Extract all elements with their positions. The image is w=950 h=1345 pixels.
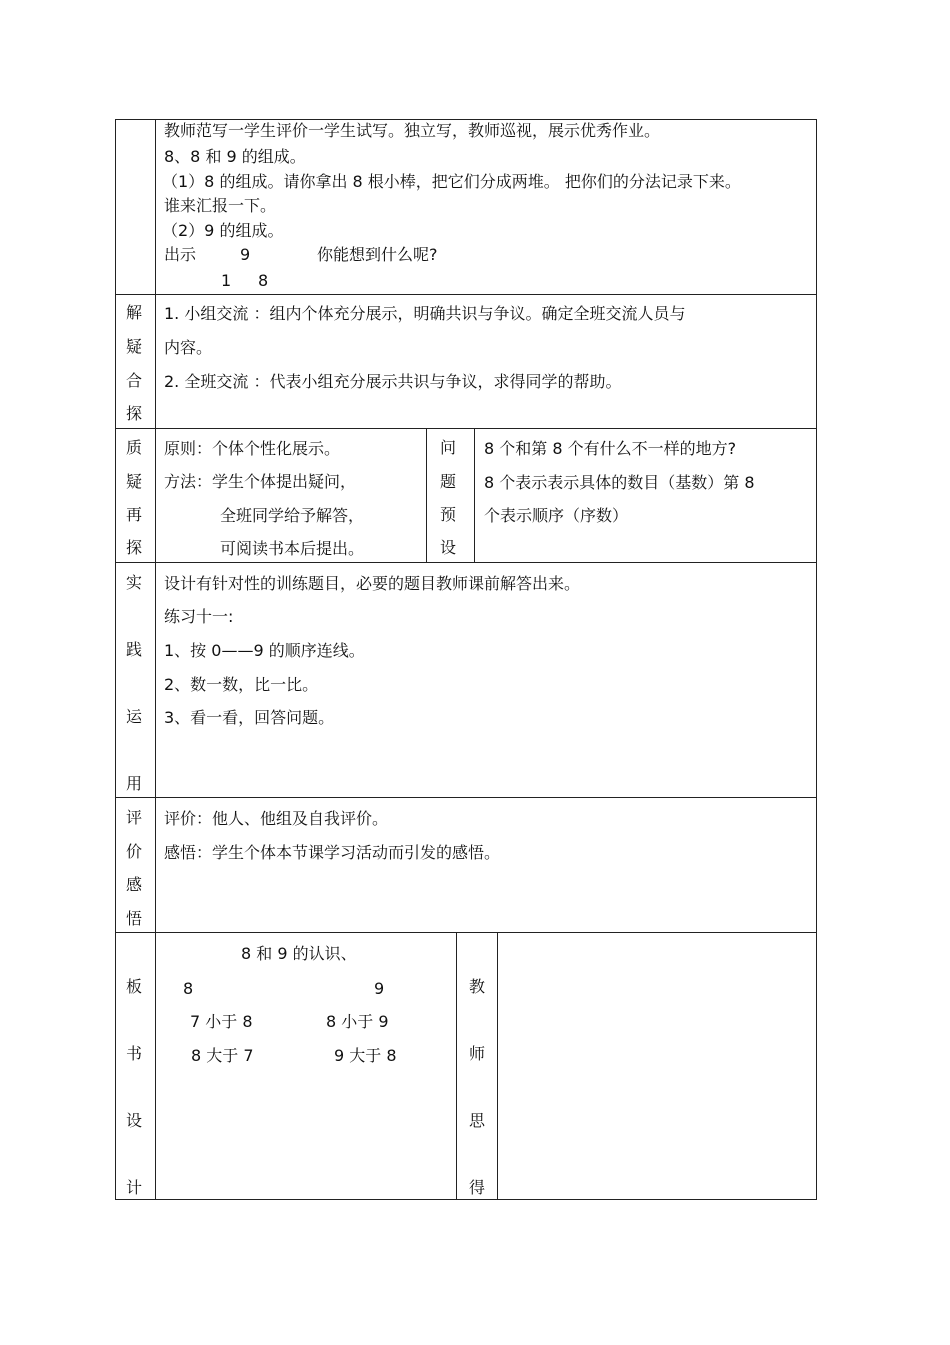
preset-label-char: 问 xyxy=(439,438,456,457)
composition-line: （2）9 的组成。 xyxy=(162,221,284,240)
board-comparison: 8 小于 9 xyxy=(326,1012,389,1031)
show-label: 出示 xyxy=(164,245,197,264)
row-label-char: 再 xyxy=(125,505,142,524)
table-top-border xyxy=(115,119,816,120)
preset-label-char: 预 xyxy=(439,505,456,524)
row-label-char: 价 xyxy=(125,842,142,861)
reflection-label-char: 教 xyxy=(468,977,485,996)
board-comparison: 7 小于 8 xyxy=(190,1012,253,1031)
row-divider xyxy=(115,428,816,429)
method-text: 方法：学生个体提出疑问， xyxy=(164,472,357,491)
split-right: 8 xyxy=(258,271,269,290)
row-label-char: 书 xyxy=(125,1044,142,1063)
explain-line: 2. 全班交流 ：代表小组充分展示共识与争议，求得同学的帮助。 xyxy=(164,372,622,391)
row-label-char: 疑 xyxy=(125,337,142,356)
row-label-char: 感 xyxy=(125,875,142,894)
row-label-char: 设 xyxy=(125,1111,142,1130)
preset-text: 8 个表示表示具体的数目（基数）第 8 xyxy=(484,473,755,492)
evaluate-line: 评价：他人、他组及自我评价。 xyxy=(164,809,389,828)
board-column-divider xyxy=(456,932,457,1199)
explain-line: 1. 小组交流 ：组内个体充分展示，明确共识与争议。确定全班交流人员与 xyxy=(164,304,686,323)
reflection-label-char: 思 xyxy=(468,1111,485,1130)
board-left-number: 8 xyxy=(183,979,194,998)
composition-line: 教师范写一学生评价一学生试写。独立写，教师巡视，展示优秀作业。 xyxy=(164,121,661,140)
practice-line: 练习十一: xyxy=(164,607,234,626)
table-bottom-border xyxy=(115,1199,816,1200)
row-divider xyxy=(115,562,816,563)
show-question: 你能想到什么呢? xyxy=(317,245,438,264)
explain-line: 内容。 xyxy=(164,338,213,357)
row-label-char: 评 xyxy=(125,808,142,827)
composition-line: 8、8 和 9 的组成。 xyxy=(164,147,306,166)
board-title: 8 和 9 的认识、 xyxy=(241,944,357,963)
preset-text: 8 个和第 8 个有什么不一样的地方? xyxy=(484,439,737,458)
method-text: 可阅读书本后提出。 xyxy=(220,539,365,558)
row-divider xyxy=(115,294,816,295)
row-label-char: 解 xyxy=(125,303,142,322)
row-label-char: 计 xyxy=(125,1178,142,1197)
practice-line: 3、看一看，回答问题。 xyxy=(164,708,335,727)
reflection-label-char: 得 xyxy=(468,1178,485,1197)
row-label-char: 疑 xyxy=(125,472,142,491)
split-left: 1 xyxy=(221,271,232,290)
show-number: 9 xyxy=(240,245,251,264)
method-text: 全班同学给予解答， xyxy=(220,506,365,525)
board-comparison: 8 大于 7 xyxy=(191,1046,254,1065)
question-column-divider xyxy=(426,428,427,562)
row-label-char: 践 xyxy=(125,640,142,659)
row-label-char: 探 xyxy=(125,404,142,423)
practice-line: 设计有针对性的训练题目，必要的题目教师课前解答出来。 xyxy=(164,574,581,593)
row-label-char: 运 xyxy=(125,707,142,726)
table-right-border xyxy=(816,119,817,1200)
row-label-char: 实 xyxy=(125,573,142,592)
preset-label-char: 题 xyxy=(439,472,456,491)
label-column-divider xyxy=(155,119,156,1200)
board-comparison: 9 大于 8 xyxy=(334,1046,397,1065)
reflection-label-char: 师 xyxy=(468,1044,485,1063)
row-label-char: 用 xyxy=(125,774,142,793)
preset-label-char: 设 xyxy=(439,538,456,557)
evaluate-line: 感悟：学生个体本节课学习活动而引发的感悟。 xyxy=(164,843,501,862)
row-label-char: 质 xyxy=(125,438,142,457)
row-label-char: 合 xyxy=(125,371,142,390)
board-column-divider xyxy=(497,932,498,1199)
row-label-char: 探 xyxy=(125,538,142,557)
preset-text: 个表示顺序（序数） xyxy=(484,506,629,525)
row-divider xyxy=(115,797,816,798)
row-divider xyxy=(115,932,816,933)
question-column-divider xyxy=(474,428,475,562)
row-label-char: 悟 xyxy=(125,909,142,928)
composition-line: （1）8 的组成。请你拿出 8 根小棒，把它们分成两堆。 把你们的分法记录下来。 xyxy=(162,172,741,191)
practice-line: 1、按 0——9 的顺序连线。 xyxy=(164,641,365,660)
composition-line: 谁来汇报一下。 xyxy=(164,196,277,215)
principle-text: 原则：个体个性化展示。 xyxy=(164,439,341,458)
row-label-char: 板 xyxy=(125,977,142,996)
board-right-number: 9 xyxy=(374,979,385,998)
practice-line: 2、数一数，比一比。 xyxy=(164,675,319,694)
